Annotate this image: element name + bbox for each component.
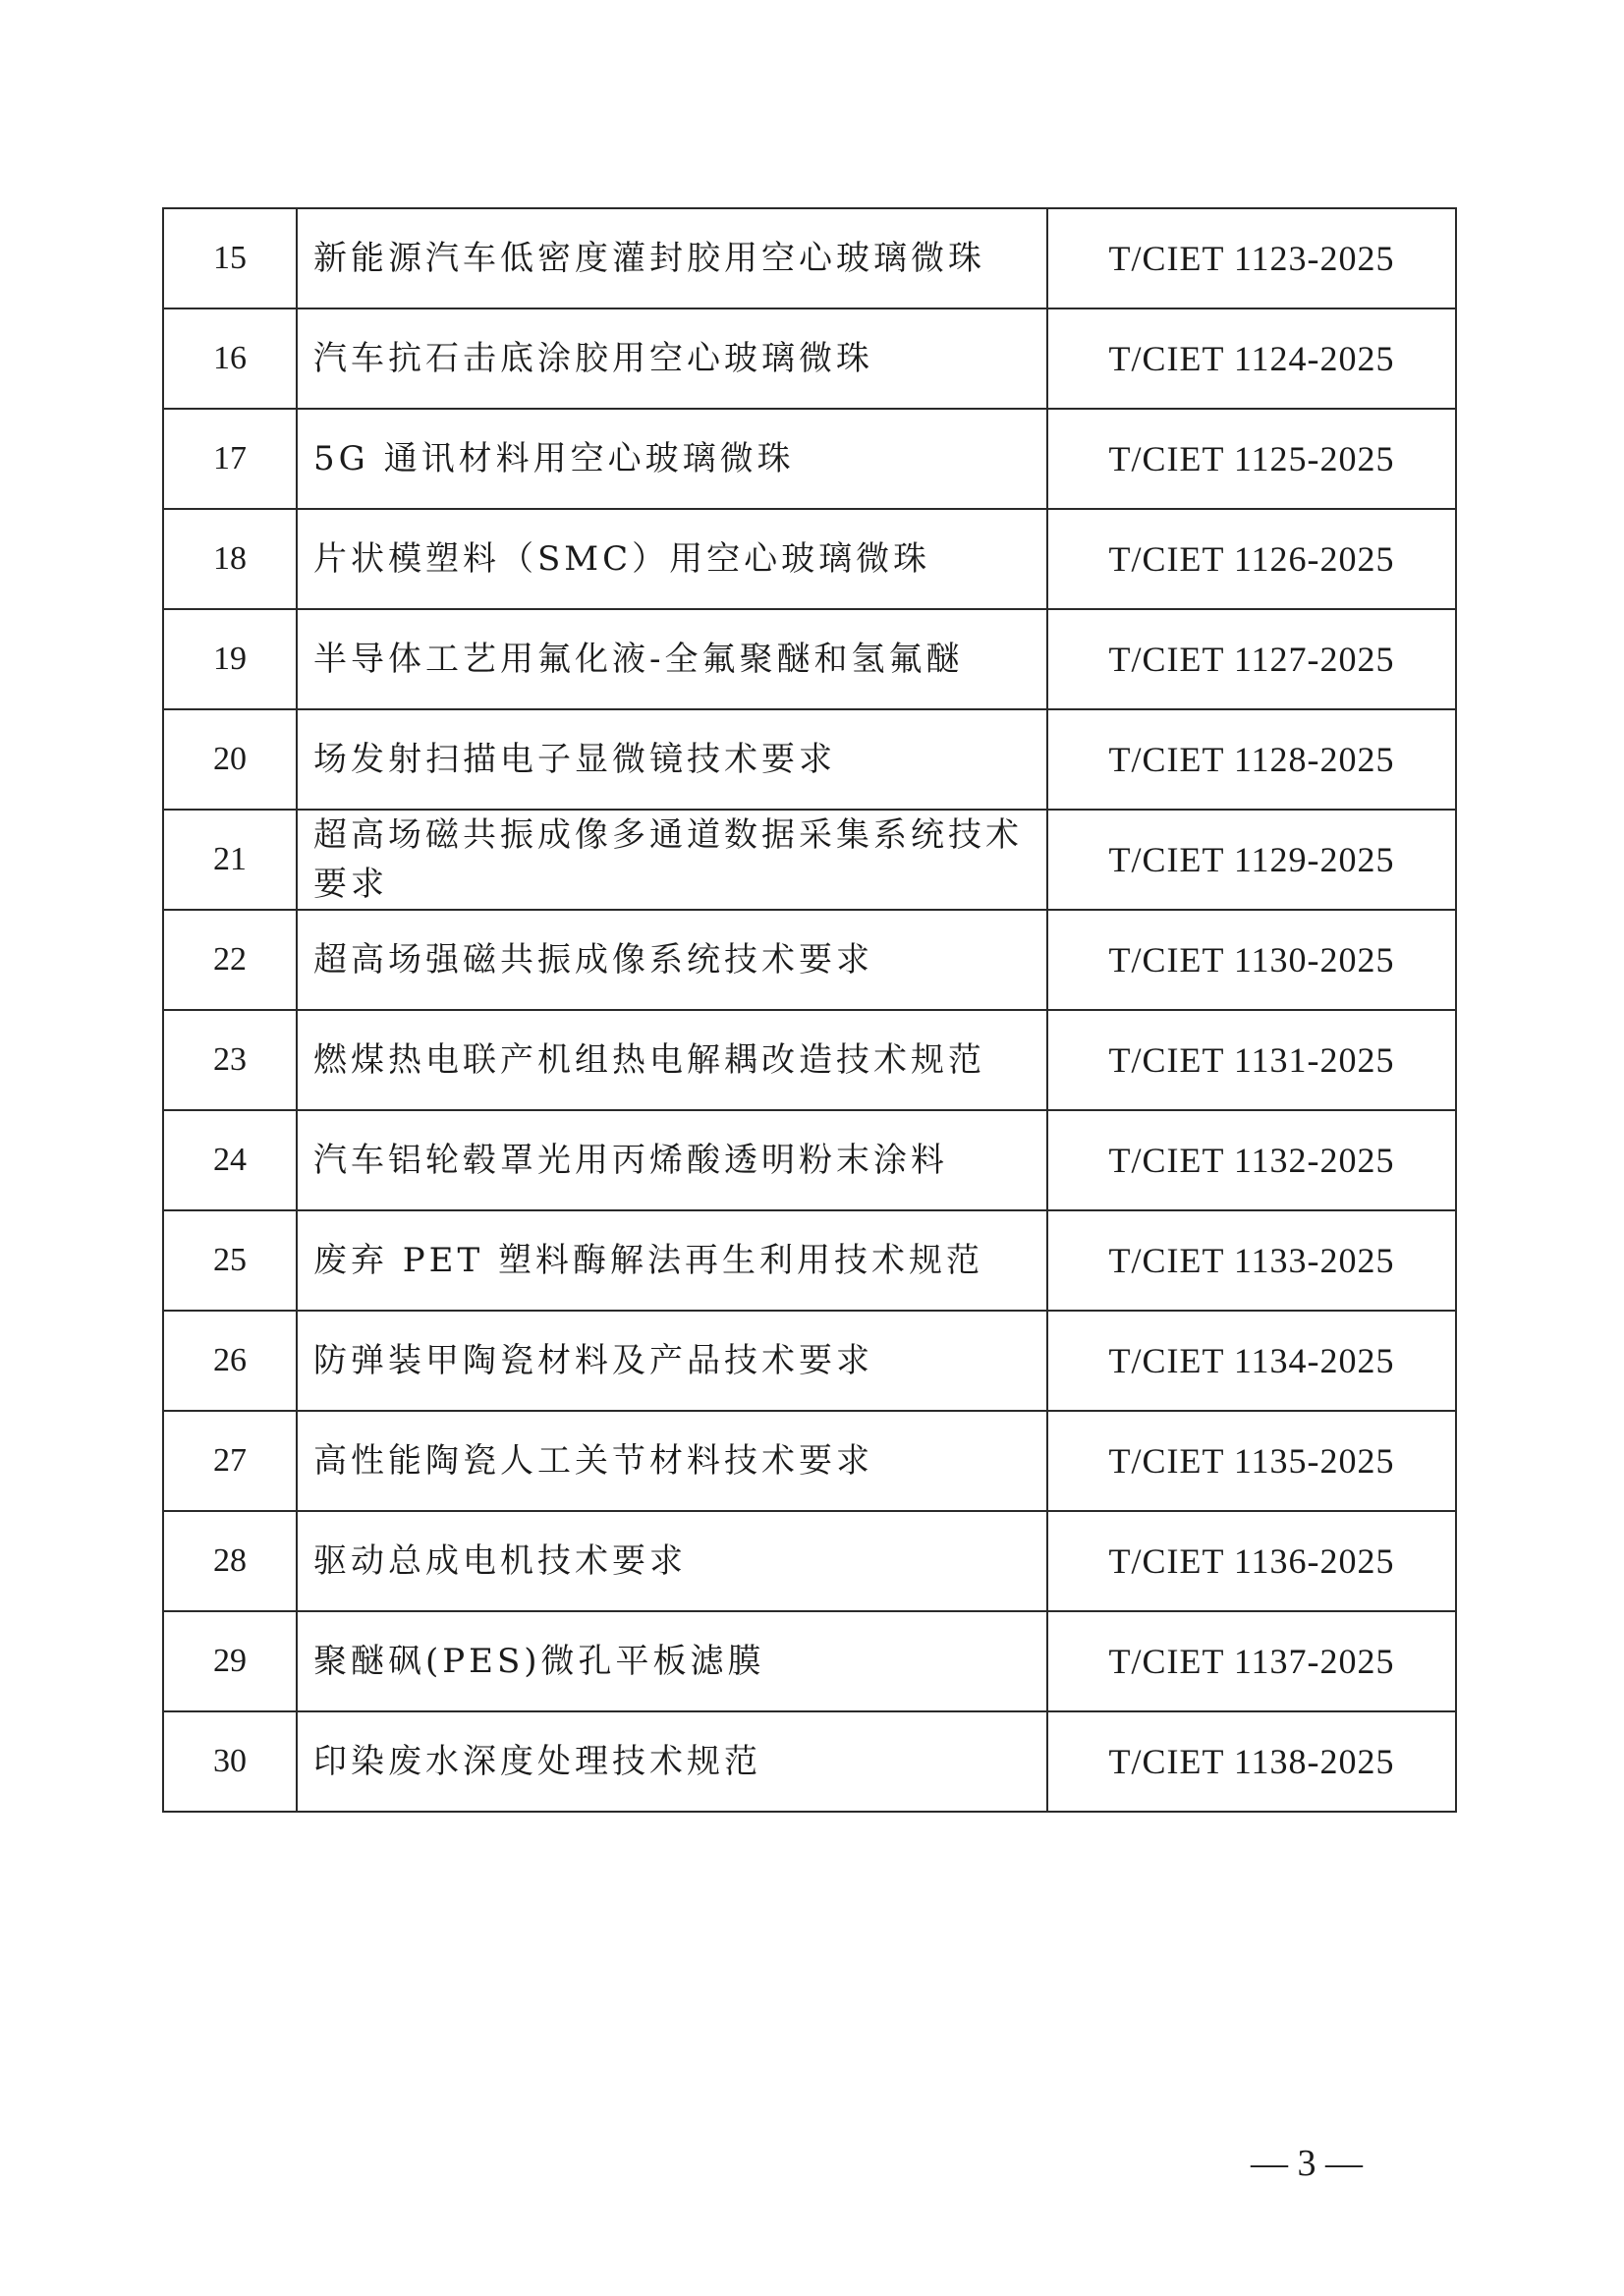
row-number: 29	[163, 1611, 297, 1711]
standard-name: 片状模塑料（SMC）用空心玻璃微珠	[297, 509, 1047, 609]
row-number: 22	[163, 910, 297, 1010]
row-number: 23	[163, 1010, 297, 1110]
row-number: 18	[163, 509, 297, 609]
standard-code: T/CIET 1131-2025	[1047, 1010, 1456, 1110]
standard-code: T/CIET 1127-2025	[1047, 609, 1456, 709]
standard-code: T/CIET 1132-2025	[1047, 1110, 1456, 1210]
table-row	[163, 409, 1456, 509]
row-number: 26	[163, 1311, 297, 1411]
standard-name: 5G 通讯材料用空心玻璃微珠	[297, 409, 1047, 509]
standard-name: 场发射扫描电子显微镜技术要求	[297, 709, 1047, 810]
row-number: 27	[163, 1411, 297, 1511]
standard-code: T/CIET 1130-2025	[1047, 910, 1456, 1010]
standard-name: 燃煤热电联产机组热电解耦改造技术规范	[297, 1010, 1047, 1110]
row-number: 24	[163, 1110, 297, 1210]
row-number: 20	[163, 709, 297, 810]
row-number: 19	[163, 609, 297, 709]
standard-code: T/CIET 1137-2025	[1047, 1611, 1456, 1711]
row-number: 30	[163, 1711, 297, 1812]
standard-name: 废弃 PET 塑料酶解法再生利用技术规范	[297, 1210, 1047, 1311]
table-row	[163, 1411, 1456, 1511]
table-row	[163, 709, 1456, 810]
standard-code: T/CIET 1135-2025	[1047, 1411, 1456, 1511]
standard-code: T/CIET 1124-2025	[1047, 308, 1456, 409]
table-row	[163, 509, 1456, 609]
table-row	[163, 1210, 1456, 1311]
page-number: — 3 —	[1251, 2143, 1363, 2184]
row-number: 16	[163, 308, 297, 409]
standard-name: 汽车铝轮毂罩光用丙烯酸透明粉末涂料	[297, 1110, 1047, 1210]
table-row	[163, 609, 1456, 709]
row-number: 25	[163, 1210, 297, 1311]
standard-code: T/CIET 1138-2025	[1047, 1711, 1456, 1812]
table-row	[163, 1611, 1456, 1711]
row-number: 17	[163, 409, 297, 509]
standard-code: T/CIET 1134-2025	[1047, 1311, 1456, 1411]
standard-code: T/CIET 1133-2025	[1047, 1210, 1456, 1311]
standards-table	[162, 207, 1457, 1813]
standard-code: T/CIET 1136-2025	[1047, 1511, 1456, 1611]
standard-name: 超高场磁共振成像多通道数据采集系统技术要求	[297, 810, 1047, 910]
row-number: 21	[163, 810, 297, 910]
table-row	[163, 1511, 1456, 1611]
standard-code: T/CIET 1125-2025	[1047, 409, 1456, 509]
standard-name: 汽车抗石击底涂胶用空心玻璃微珠	[297, 308, 1047, 409]
table-row	[163, 810, 1456, 910]
row-number: 28	[163, 1511, 297, 1611]
standard-name: 超高场强磁共振成像系统技术要求	[297, 910, 1047, 1010]
table-row	[163, 308, 1456, 409]
standard-name: 高性能陶瓷人工关节材料技术要求	[297, 1411, 1047, 1511]
standard-name: 半导体工艺用氟化液-全氟聚醚和氢氟醚	[297, 609, 1047, 709]
table-row	[163, 1311, 1456, 1411]
standard-name: 聚醚砜(PES)微孔平板滤膜	[297, 1611, 1047, 1711]
table-row	[163, 1110, 1456, 1210]
standard-name: 新能源汽车低密度灌封胶用空心玻璃微珠	[297, 208, 1047, 308]
standard-code: T/CIET 1123-2025	[1047, 208, 1456, 308]
table-row	[163, 910, 1456, 1010]
standard-name: 驱动总成电机技术要求	[297, 1511, 1047, 1611]
table-row	[163, 1010, 1456, 1110]
standard-code: T/CIET 1126-2025	[1047, 509, 1456, 609]
table-row	[163, 208, 1456, 308]
standard-name: 印染废水深度处理技术规范	[297, 1711, 1047, 1812]
standard-code: T/CIET 1128-2025	[1047, 709, 1456, 810]
standard-name: 防弹装甲陶瓷材料及产品技术要求	[297, 1311, 1047, 1411]
standard-code: T/CIET 1129-2025	[1047, 810, 1456, 910]
row-number: 15	[163, 208, 297, 308]
table-body	[163, 208, 1456, 1812]
table-row	[163, 1711, 1456, 1812]
